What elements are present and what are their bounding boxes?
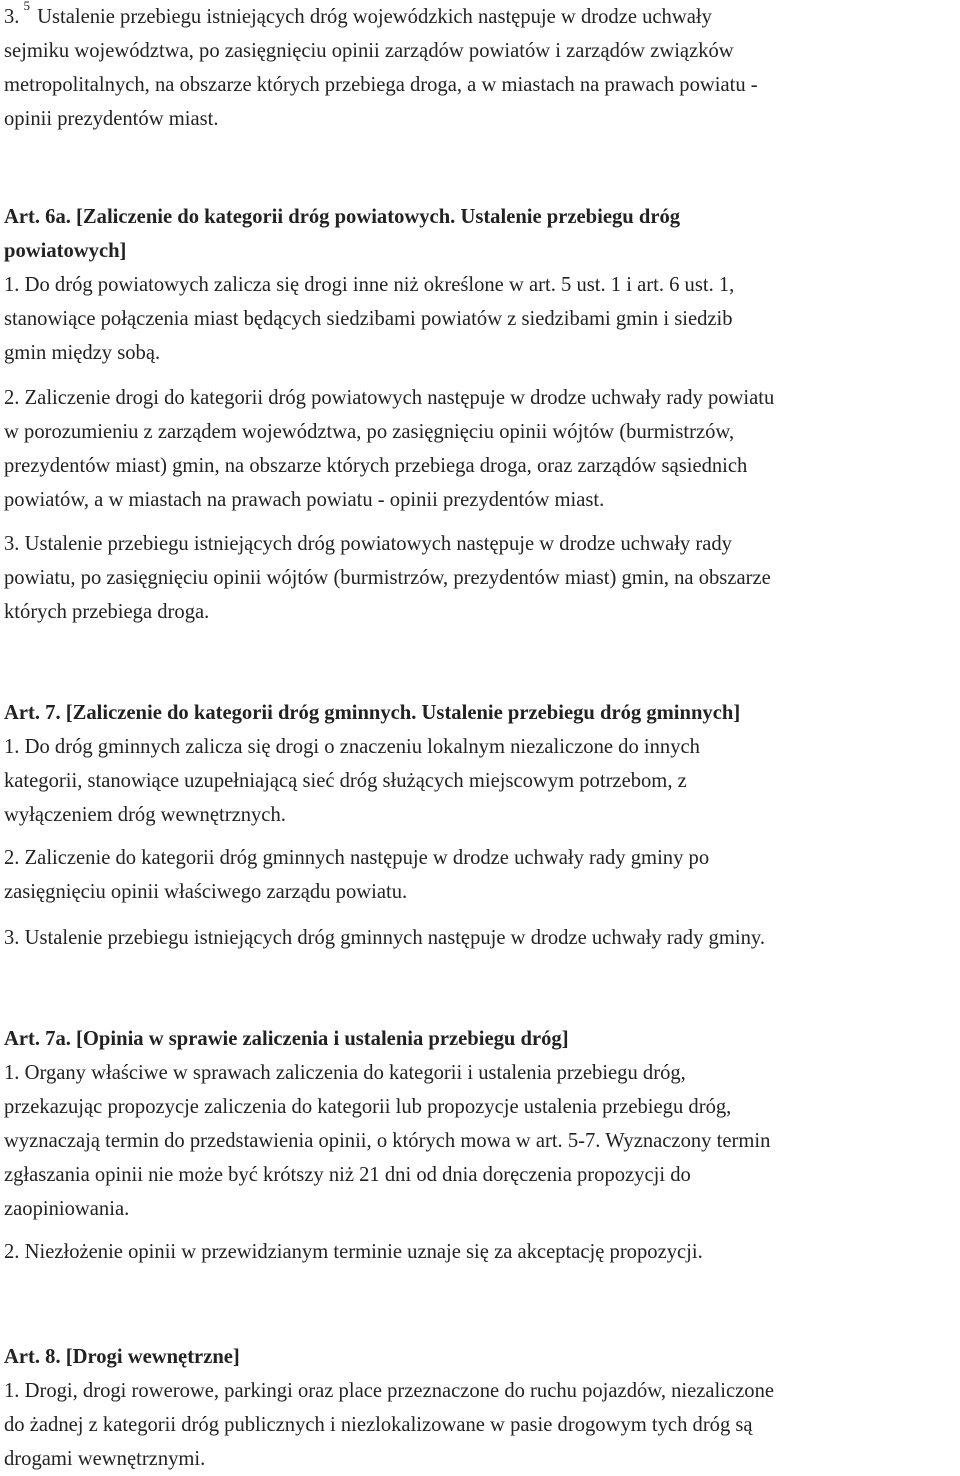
paragraph-line: przekazując propozycje zaliczenia do kategorii lub propozycje ustalenia przebiegu dróg, bbox=[4, 1096, 732, 1118]
article-7-paragraph-3 bbox=[4, 921, 958, 955]
paragraph-line: powiatów, a w miastach na prawach powiatu - opinii prezydentów miast. bbox=[4, 489, 605, 511]
paragraph-line: kategorii, stanowiące uzupełniającą sieć dróg służących miejscowym potrzebom, z bbox=[4, 770, 687, 792]
article-6a-paragraph-3 bbox=[4, 527, 958, 629]
article-7 bbox=[4, 696, 958, 832]
paragraph-3-voivodeship-roads bbox=[4, 0, 958, 136]
paragraph-line: stanowiące połączenia miast będących siedzibami powiatów z siedzibami gmin i siedzib bbox=[4, 308, 733, 330]
paragraph-line: sejmiku województwa, po zasięgnięciu opinii zarządów powiatów i zarządów związków bbox=[4, 40, 734, 62]
paragraph-line: wyznaczają termin do przedstawienia opinii, o których mowa w art. 5-7. Wyznaczony termin bbox=[4, 1130, 771, 1152]
article-7-paragraph-2 bbox=[4, 841, 958, 909]
paragraph-line: zgłaszania opinii nie może być krótszy niż 21 dni od dnia doręczenia propozycji do bbox=[4, 1164, 691, 1186]
article-title: Art. 7a. [Opinia w sprawie zaliczenia i ustalenia przebiegu dróg] bbox=[4, 1028, 569, 1050]
paragraph-line: gmin między sobą. bbox=[4, 342, 161, 364]
paragraph-text: Ustalenie przebiegu istniejących dróg wojewódzkich następuje w drodze uchwały bbox=[37, 6, 712, 28]
article-title: Art. 6a. [Zaliczenie do kategorii dróg powiatowych. Ustalenie przebiegu dróg bbox=[4, 206, 681, 228]
paragraph-line: 1. Do dróg gminnych zalicza się drogi o znaczeniu lokalnym niezaliczone do innych bbox=[4, 736, 700, 758]
article-6a-paragraph-2 bbox=[4, 381, 958, 517]
article-title: Art. 7. [Zaliczenie do kategorii dróg gminnych. Ustalenie przebiegu dróg gminnych] bbox=[4, 702, 741, 724]
paragraph-line: w porozumieniu z zarządem województwa, po zasięgnięciu opinii wójtów (burmistrzów, bbox=[4, 421, 735, 443]
paragraph-number: 3. bbox=[4, 6, 20, 28]
paragraph-line: do żadnej z kategorii dróg publicznych i niezlokalizowane w pasie drogowym tych dróg są bbox=[4, 1414, 753, 1436]
paragraph-line: których przebiega droga. bbox=[4, 601, 210, 623]
paragraph-line: 1. Drogi, drogi rowerowe, parkingi oraz place przeznaczone do ruchu pojazdów, niezaliczone bbox=[4, 1380, 775, 1402]
paragraph-line: 2. Niezłożenie opinii w przewidzianym terminie uznaje się za akceptację propozycji. bbox=[4, 1241, 703, 1263]
paragraph-line: opinii prezydentów miast. bbox=[4, 108, 219, 130]
article-6a bbox=[4, 200, 958, 370]
paragraph-line: 2. Zaliczenie do kategorii dróg gminnych następuje w drodze uchwały rady gminy po bbox=[4, 847, 710, 869]
article-8 bbox=[4, 1340, 958, 1476]
paragraph-line: wyłączeniem dróg wewnętrznych. bbox=[4, 804, 286, 826]
article-7a-paragraph-2 bbox=[4, 1235, 958, 1269]
paragraph-line: zaopiniowania. bbox=[4, 1198, 130, 1220]
article-title: powiatowych] bbox=[4, 240, 127, 262]
paragraph-line: 1. Organy właściwe w sprawach zaliczenia do kategorii i ustalenia przebiegu dróg, bbox=[4, 1062, 686, 1084]
paragraph-line: 3. Ustalenie przebiegu istniejących dróg powiatowych następuje w drodze uchwały rady bbox=[4, 533, 732, 555]
paragraph-line bbox=[4, 0, 958, 34]
paragraph-line: 1. Do dróg powiatowych zalicza się drogi inne niż określone w art. 5 ust. 1 i art. 6 ust. 1, bbox=[4, 274, 735, 296]
paragraph-line: zasięgnięciu opinii właściwego zarządu powiatu. bbox=[4, 881, 408, 903]
paragraph-line: metropolitalnych, na obszarze których przebiega droga, a w miastach na prawach powiatu - bbox=[4, 74, 758, 96]
paragraph-line: prezydentów miast) gmin, na obszarze których przebiega droga, oraz zarządów sąsiednich bbox=[4, 455, 748, 477]
footnote-marker: 5 bbox=[23, 0, 30, 13]
paragraph-line: powiatu, po zasięgnięciu opinii wójtów (burmistrzów, prezydentów miast) gmin, na obszarze bbox=[4, 567, 771, 589]
article-title: Art. 8. [Drogi wewnętrzne] bbox=[4, 1346, 240, 1368]
paragraph-line: drogami wewnętrznymi. bbox=[4, 1448, 206, 1470]
article-7a bbox=[4, 1022, 958, 1226]
paragraph-line: 2. Zaliczenie drogi do kategorii dróg powiatowych następuje w drodze uchwały rady powiatu bbox=[4, 387, 775, 409]
paragraph-line: 3. Ustalenie przebiegu istniejących dróg gminnych następuje w drodze uchwały rady gminy. bbox=[4, 927, 765, 949]
